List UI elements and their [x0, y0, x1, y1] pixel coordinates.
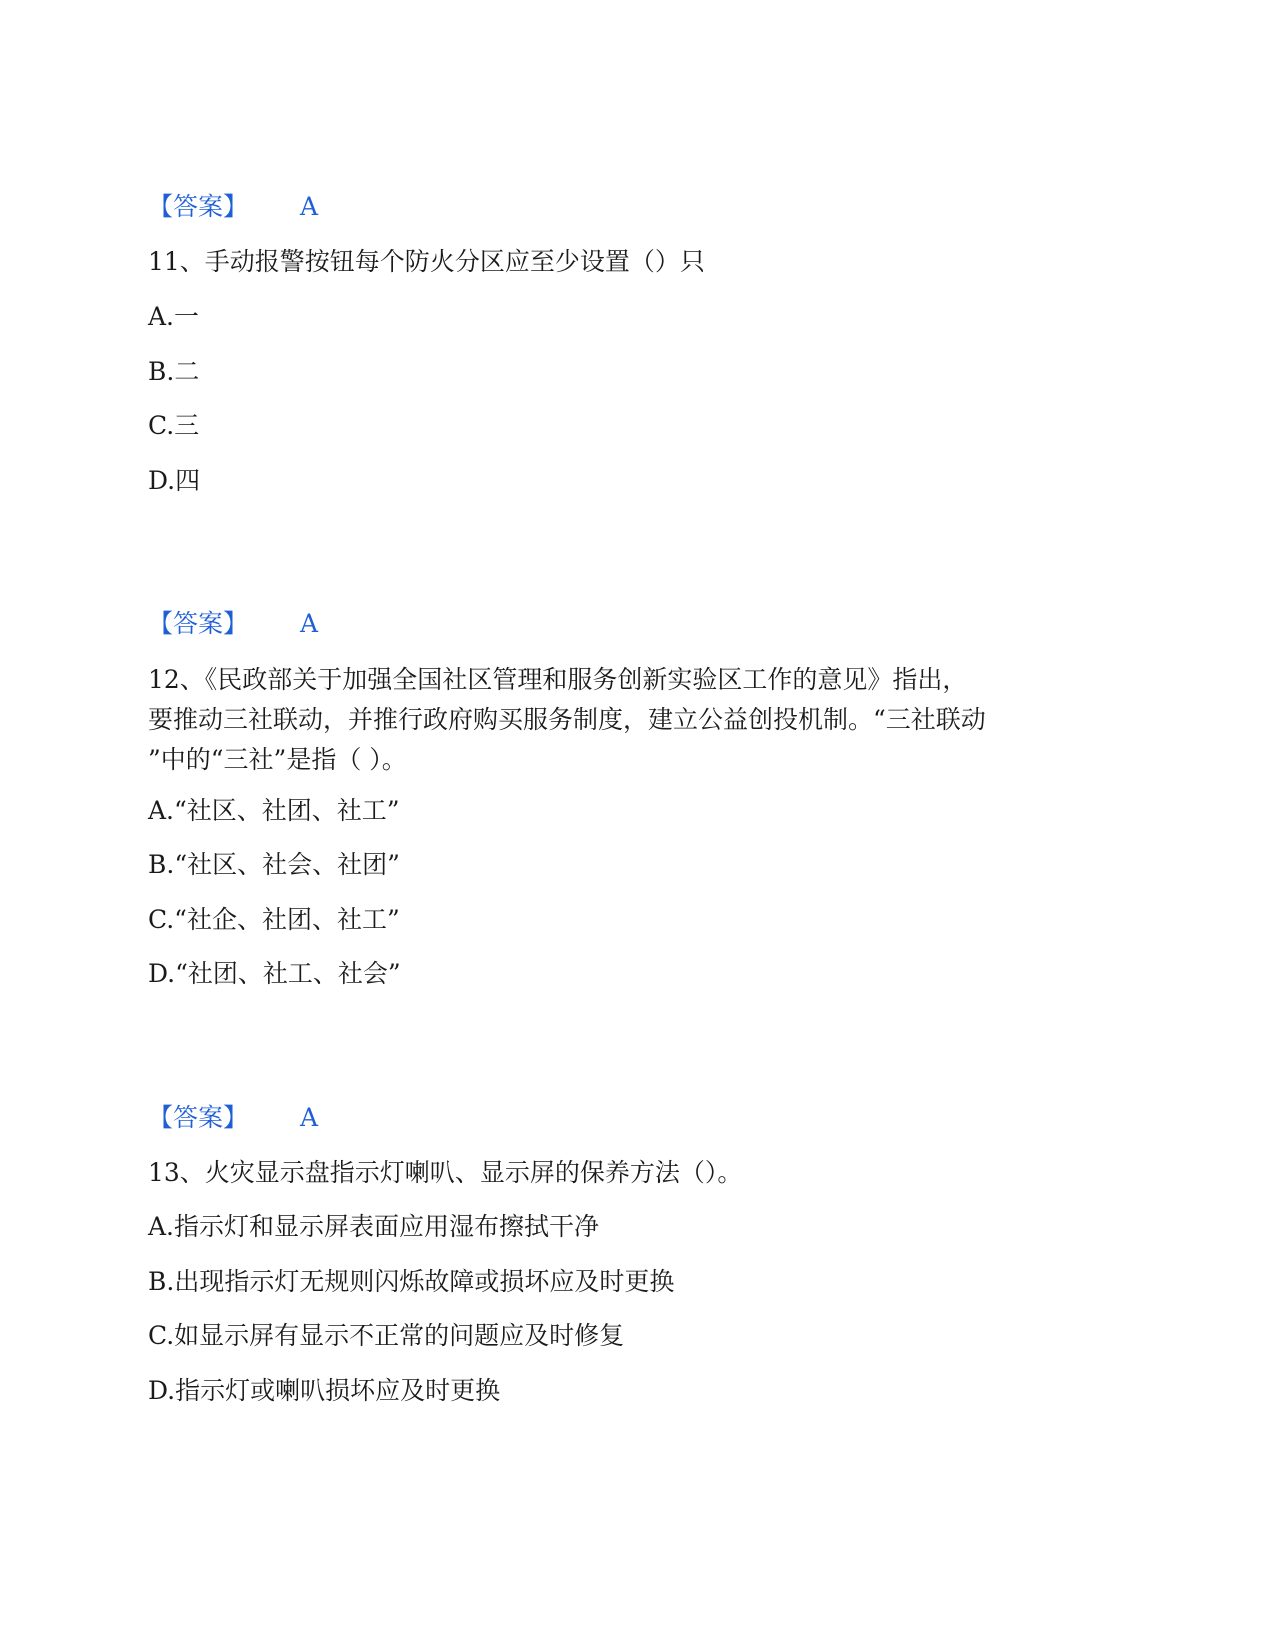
question-11-text: 11、手动报警按钮每个防火分区应至少设置（）只: [148, 247, 705, 276]
question-13-option-b: B.出现指示灯无规则闪烁故障或损坏应及时更换: [148, 1267, 675, 1296]
question-13-option-c: C.如显示屏有显示不正常的问题应及时修复: [148, 1321, 625, 1350]
question-11-option-d: D.四: [148, 466, 201, 495]
question-11-option-c: C.三: [148, 411, 200, 440]
question-13-option-d: D.指示灯或喇叭损坏应及时更换: [148, 1376, 501, 1405]
question-12-text: [148, 660, 1148, 780]
question-12-line-1: 12、《民政部关于加强全国社区管理和服务创新实验区工作的意见》指出，: [148, 665, 968, 694]
question-12-option-c: C.“社企、社团、社工”: [148, 905, 400, 934]
question-13-option-a: A.指示灯和显示屏表面应用湿布擦拭干净: [148, 1212, 600, 1241]
answer-value: A: [300, 609, 319, 638]
question-12-line-2: 要推动三社联动，并推行政府购买服务制度，建立公益创投机制。“三社联动: [148, 705, 986, 734]
answer-label: 【答案】: [148, 1103, 249, 1132]
question-11-option-b: B.二: [148, 357, 200, 386]
answer-line: [148, 192, 318, 222]
answer-label: 【答案】: [148, 192, 249, 221]
question-12-line-3: ”中的“三社”是指（ ）。: [148, 745, 407, 774]
question-12-option-d: D.“社团、社工、社会”: [148, 959, 401, 988]
answer-value: A: [300, 1103, 319, 1132]
question-13-text: 13、火灾显示盘指示灯喇叭、显示屏的保养方法（）。: [148, 1158, 743, 1187]
question-12-option-b: B.“社区、社会、社团”: [148, 850, 400, 879]
question-12-option-a: A.“社区、社团、社工”: [148, 796, 400, 825]
answer-line: [148, 609, 318, 639]
question-11-option-a: A.一: [148, 302, 200, 331]
answer-value: A: [300, 192, 319, 221]
answer-line: [148, 1103, 318, 1133]
answer-label: 【答案】: [148, 609, 249, 638]
